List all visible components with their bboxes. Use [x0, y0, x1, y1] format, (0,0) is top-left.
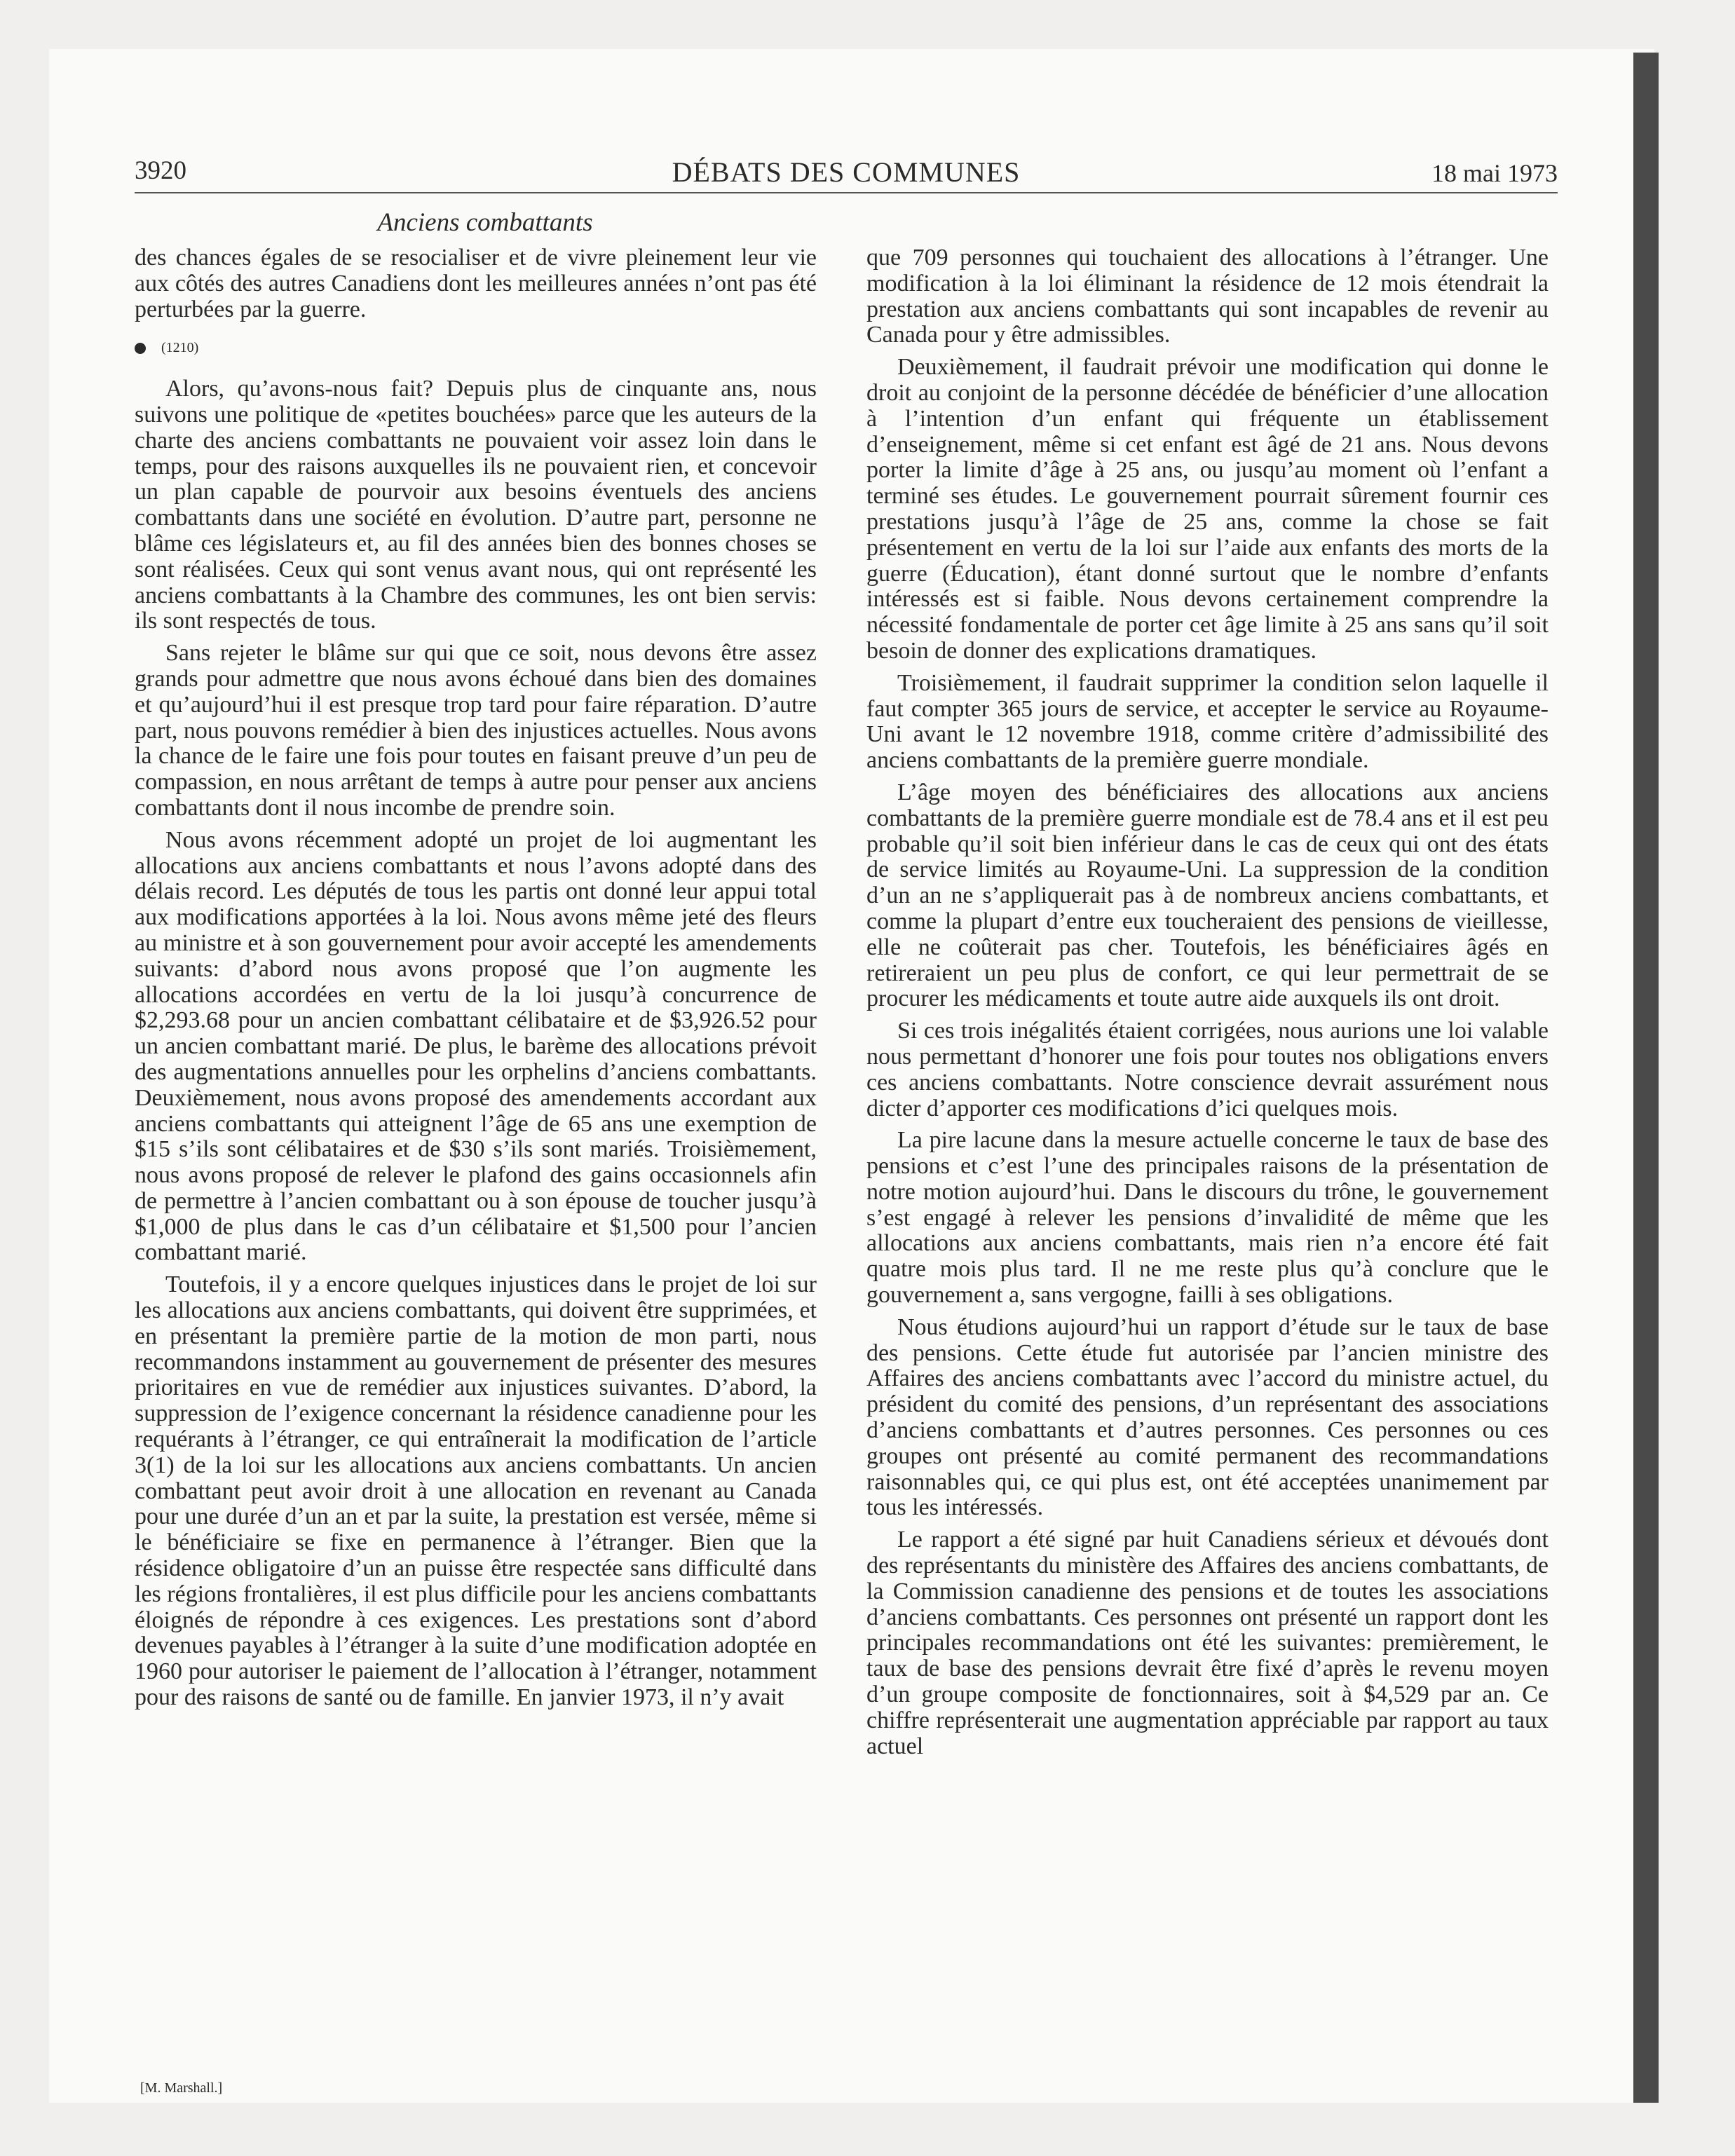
page-number: 3920 — [135, 156, 186, 185]
paragraph: La pire lacune dans la mesure actuelle concerne le taux de base des pensions et c’est l’une des principales raisons de la présentation de notre motion aujourd’hui. Dans le discours du trône, le gouvernement s’est engagé à relever les pensions d’invalidité de même que les allocations aux anciens combattants, mais rien n’a encore été fait quatre mois plus tard. Il ne me reste plus qu’à conclure que le gouvernement a, sans vergogne, failli à ses obligations. — [866, 1127, 1549, 1309]
paragraph: des chances égales de se resocialiser et de vivre pleinement leur vie aux côtés des autres Canadiens dont les meilleures années n’ont pas été perturbées par la guerre. — [135, 245, 817, 322]
paragraph: Si ces trois inégalités étaient corrigées, nous aurions une loi valable nous permettant d’honorer une fois pour toutes nos obligations envers ces anciens combattants. Notre conscience devrait assurément nous dicter d’apporter ces modifications d’ici quelques mois. — [866, 1018, 1549, 1121]
paragraph: Nous étudions aujourd’hui un rapport d’étude sur le taux de base des pensions. Cette étude fut autorisée par l’ancien ministre des Affaires des anciens combattants avec l’accord du ministre actuel, du président du comité des pensions, d’un représentant des associations d’anciens combattants et d’autres personnes. Ces personnes ou ces groupes ont présenté au comité permanent des recommandations raisonnables qui, ce qui plus est, ont été acceptées unanimement par tous les intéressés. — [866, 1314, 1549, 1521]
left-column — [135, 245, 817, 1717]
paragraph: Alors, qu’avons-nous fait? Depuis plus de cinquante ans, nous suivons une politique de «petites bouchées» parce que les auteurs de la charte des anciens combattants ne pouvaient voir assez loin dans le temps, pour des raisons auxquelles ils ne pouvaient rien, et concevoir un plan capable de pourvoir aux besoins éventuels des anciens combattants dans une société en évolution. D’autre part, personne ne blâme ces législateurs et, au fil des années bien des bonnes choses se sont réalisées. Ceux qui sont venus avant nous, qui ont représenté les anciens combattants à la Chambre des communes, les ont bien servis: ils sont respectés de tous. — [135, 376, 817, 634]
page-header — [135, 156, 1558, 191]
paragraph: que 709 personnes qui touchaient des allocations à l’étranger. Une modification à la loi éliminant la résidence de 12 mois étendrait la prestation aux anciens combattants qui sont incapables de revenir au Canada pour y être admissibles. — [866, 245, 1549, 348]
header-rule — [135, 192, 1558, 193]
page-date: 18 mai 1973 — [1431, 159, 1558, 187]
paragraph: Nous avons récemment adopté un projet de loi augmentant les allocations aux anciens combattants et nous l’avons adopté dans des délais record. Les députés de tous les partis ont donné leur appui total aux modifications apportées à la loi. Nous avons même jeté des fleurs au ministre et à son gouvernement pour avoir accepté les amendements suivants: d’abord nous avons proposé que l’on augmente les allocations accordées en vertu de la loi jusqu’à concurrence de $2,293.68 pour un ancien combattant célibataire et de $3,926.52 pour un ancien combattant marié. De plus, le barème des allocations prévoit des augmentations annuelles pour les orphelins d’anciens combattants. Deuxièmement, nous avons proposé des amendements accordant aux anciens combattants qui atteignent l’âge de 65 ans une exemption de $15 s’ils sont célibataires et de $30 s’ils sont mariés. Troisièmement, nous avons proposé de relever le plafond des gains occasionnels afin de permettre à l’ancien combattant ou à son épouse de toucher jusqu’à $1,000 de plus dans le cas d’un célibataire et $1,500 pour l’ancien combattant marié. — [135, 826, 817, 1266]
bullet-icon — [135, 343, 146, 354]
paragraph: Deuxièmement, il faudrait prévoir une modification qui donne le droit au conjoint de la personne décédée de bénéficier d’une allocation à l’intention d’un enfant qui fréquente un établissement d’enseignement, même si cet enfant est âgé de 21 ans. Nous devons porter la limite d’âge à 25 ans, ou jusqu’au moment où l’enfant a terminé ses études. Le gouvernement pourrait sûrement fournir ces prestations jusqu’à l’âge de 25 ans, comme la chose se fait présentement en vertu de la loi sur l’aide aux enfants des morts de la guerre (Éducation), étant donné surtout que le nombre d’enfants intéressés est si faible. Nous devons certainement comprendre la nécessité fondamentale de porter cet âge limite à 25 ans sans qu’il soit besoin de donner des explications dramatiques. — [866, 354, 1549, 664]
paragraph: Troisièmement, il faudrait supprimer la condition selon laquelle il faut compter 365 jours de service, et accepter le service au Royaume-Uni avant le 12 novembre 1918, comme critère d’admissibilité des anciens combattants de la première guerre mondiale. — [866, 669, 1549, 774]
paragraph: Le rapport a été signé par huit Canadiens sérieux et dévoués dont des représentants du ministère des Affaires des anciens combattants, de la Commission canadienne des pensions et de toutes les associations d’anciens combattants. Ces personnes ont présenté un rapport dont les principales recommandations ont été les suivantes: premièrement, le taux de base des pensions devrait être fixé d’après le revenu moyen d’un groupe composite de fonctionnaires, soit à $4,529 par an. Ce chiffre représenterait une augmentation appréciable par rapport au taux actuel — [866, 1527, 1549, 1759]
scan-edge-bar — [1633, 53, 1659, 2103]
time-marker — [135, 335, 817, 361]
right-column — [866, 245, 1549, 1766]
paragraph: Toutefois, il y a encore quelques injustices dans le projet de loi sur les allocations aux anciens combattants, qui doivent être supprimées, et en présentant la première partie de la motion de mon parti, nous recommandons instamment au gouvernement de présenter des mesures prioritaires en vue de remédier aux injustices suivantes. D’abord, la suppression de l’exigence concernant la résidence canadienne pour les requérants à l’étranger, ce qui entraînerait la modification de l’article 3(1) de la loi sur les allocations aux anciens combattants. Un ancien combattant peut avoir droit à une allocation en revenant au Canada pour une durée d’un an et par la suite, la prestation est versée, même si le bénéficiaire se fixe en permanence à l’étranger. Bien que la résidence obligatoire d’un an puisse être respectée sans difficulté dans les régions frontalières, il est plus difficile pour les anciens combattants éloignés de répondre à ces exigences. Les prestations sont d’abord devenues payables à l’étranger à la suite d’une modification adoptée en 1960 pour autoriser le paiement de l’allocation à l’étranger, notamment pour des raisons de santé ou de famille. En janvier 1973, il n’y avait — [135, 1271, 817, 1711]
paragraph: L’âge moyen des bénéficiaires des allocations aux anciens combattants de la première guerre mondiale est de 78.4 ans et il est peu probable qu’il soit bien inférieur dans le cas de ceux qui ont des états de service limités au Royaume-Uni. La suppression de la condition d’un an ne s’appliquerait pas à de nombreux anciens combattants, et comme la plupart d’entre eux toucheraient des pensions de vieillesse, elle ne coûterait pas cher. Toutefois, les bénéficiaires âgés en retireraient un peu plus de confort, ce qui leur permettrait de se procurer les médicaments et toute autre aide auxquels ils ont droit. — [866, 779, 1549, 1012]
speaker-note: [M. Marshall.] — [140, 2080, 223, 2096]
publication-title: DÉBATS DES COMMUNES — [672, 156, 1021, 188]
section-title: Anciens combattants — [377, 208, 593, 237]
paragraph: Sans rejeter le blâme sur qui que ce soit, nous devons être assez grands pour admettre que nous avons échoué dans bien des domaines et qu’aujourd’hui il est presque trop tard pour faire réparation. D’autre part, nous pouvons remédier à bien des injustices actuelles. Nous avons la chance de le faire une fois pour toutes en faisant preuve d’un peu de compassion, en nous arrêtant de temps à autre pour penser aux anciens combattants dont il nous incombe de prendre soin. — [135, 640, 817, 821]
time-marker-text: (1210) — [161, 340, 199, 356]
